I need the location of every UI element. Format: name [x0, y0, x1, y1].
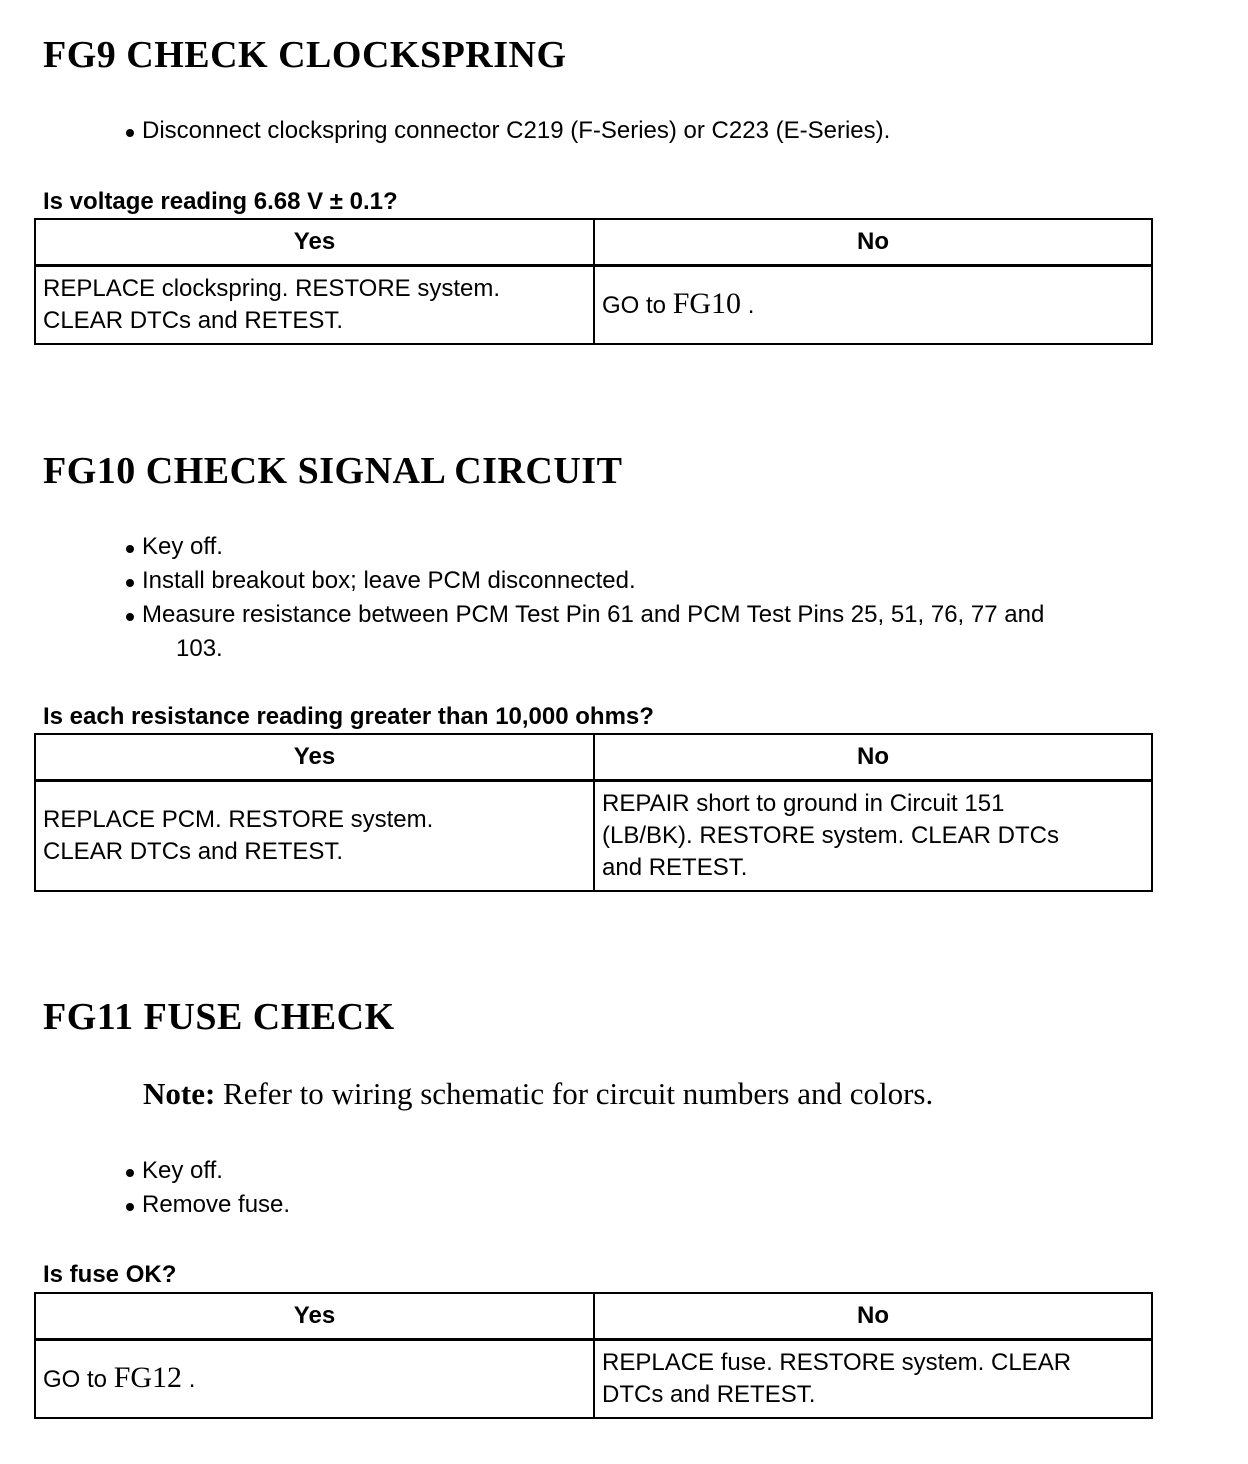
list-item: Install breakout box; leave PCM disconnected. — [124, 564, 1044, 598]
fg11-question: Is fuse OK? — [43, 1261, 177, 1288]
bullet-icon — [126, 613, 134, 621]
table-header-row — [35, 219, 1152, 266]
no-cell: REPAIR short to ground in Circuit 151 (LB/BK). RESTORE system. CLEAR DTCs and RETEST. — [594, 781, 1152, 891]
section-title-fg10: FG10 CHECK SIGNAL CIRCUIT — [43, 450, 623, 492]
table-header-row — [35, 734, 1152, 781]
fg10-link[interactable]: FG10 — [672, 286, 742, 320]
yes-header: Yes — [35, 219, 594, 266]
table-header-row — [35, 1293, 1152, 1340]
bullet-icon — [126, 1203, 134, 1211]
list-item: Key off. — [124, 530, 1044, 564]
note — [143, 1078, 933, 1109]
bullet-icon — [126, 579, 134, 587]
no-header: No — [594, 1293, 1152, 1340]
fg10-question: Is each resistance reading greater than 10,000 ohms? — [43, 703, 654, 730]
table-row — [35, 266, 1152, 344]
fg10-bullet-list — [124, 530, 1044, 666]
fg10-answer-table — [34, 733, 1153, 892]
table-row — [35, 781, 1152, 891]
no-cell: GO to FG10 . — [594, 266, 1152, 344]
fg9-answer-table — [34, 218, 1153, 345]
yes-cell: REPLACE clockspring. RESTORE system. CLEAR DTCs and RETEST. — [35, 266, 594, 344]
yes-cell: REPLACE PCM. RESTORE system. CLEAR DTCs and RETEST. — [35, 781, 594, 891]
bullet-icon — [126, 545, 134, 553]
list-item: Measure resistance between PCM Test Pin 61 and PCM Test Pins 25, 51, 76, 77 and 103. — [124, 598, 1044, 666]
list-item: Disconnect clockspring connector C219 (F-Series) or C223 (E-Series). — [124, 114, 890, 148]
bullet-icon — [126, 129, 134, 137]
yes-header: Yes — [35, 1293, 594, 1340]
list-item: Remove fuse. — [124, 1188, 290, 1222]
no-header: No — [594, 734, 1152, 781]
table-row — [35, 1340, 1152, 1418]
fg9-question: Is voltage reading 6.68 V ± 0.1? — [43, 188, 398, 215]
fg12-link[interactable]: FG12 — [113, 1360, 183, 1394]
fg11-answer-table — [34, 1292, 1153, 1419]
section-title-fg9: FG9 CHECK CLOCKSPRING — [43, 34, 567, 76]
no-header: No — [594, 219, 1152, 266]
fg11-bullet-list — [124, 1154, 290, 1222]
note-label: Note: — [143, 1076, 216, 1111]
yes-header: Yes — [35, 734, 594, 781]
list-item: Key off. — [124, 1154, 290, 1188]
bullet-icon — [126, 1169, 134, 1177]
fg9-bullet-list — [124, 114, 890, 148]
no-cell: REPLACE fuse. RESTORE system. CLEAR DTCs and RETEST. — [594, 1340, 1152, 1418]
yes-cell: GO to FG12 . — [35, 1340, 594, 1418]
note-text: Refer to wiring schematic for circuit numbers and colors. — [215, 1076, 934, 1111]
section-title-fg11: FG11 FUSE CHECK — [43, 996, 395, 1038]
